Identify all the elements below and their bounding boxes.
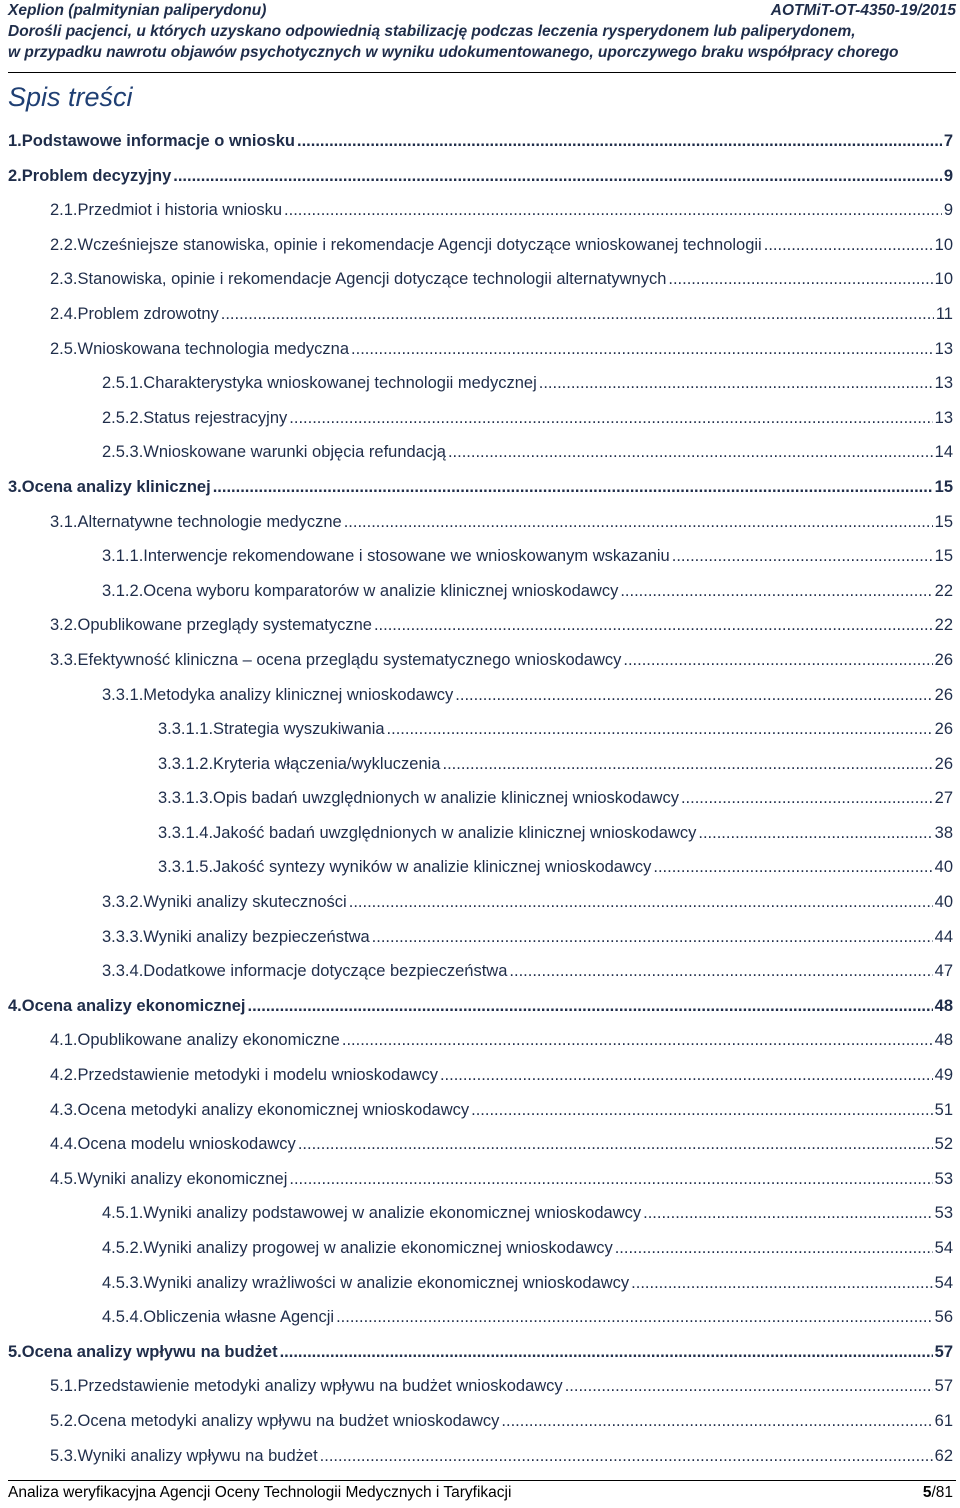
toc-entry-title: Dodatkowe informacje dotyczące bezpieczeństwa [143,962,508,981]
toc-entry[interactable] [8,297,953,332]
toc-entry-number: 2.4. [50,304,78,323]
toc-entry-number: 4.5. [50,1169,78,1188]
toc-entry[interactable] [8,1162,953,1197]
toc-dot-leader [297,124,942,159]
toc-entry[interactable] [8,539,953,574]
toc-entry-title: Metodyka analizy klinicznej wnioskodawcy [143,685,454,704]
toc-entry[interactable] [8,1058,953,1093]
toc-entry-number: 4.5.4. [102,1308,144,1327]
toc-entry-number: 3.3.1.2. [158,754,214,773]
toc-entry[interactable] [8,124,953,159]
toc-entry[interactable] [8,193,953,228]
toc-entry[interactable] [8,1127,953,1162]
toc-entry[interactable] [8,1439,953,1474]
toc-entry-title: Wnioskowana technologia medyczna [77,339,350,358]
toc-entry-title: Interwencje rekomendowane i stosowane we wnioskowanym wskazaniu [143,547,670,566]
toc-dot-leader [442,747,932,782]
toc-entry-title: Alternatywne technologie medyczne [77,512,342,531]
toc-entry-page: 15 [934,547,953,566]
toc-dot-leader [471,1093,933,1128]
toc-dot-leader [387,712,933,747]
toc-entry-title: Stanowiska, opinie i rekomendacje Agencji dotyczące technologii alternatywnych [77,270,667,289]
table-of-contents [8,124,953,1473]
toc-dot-leader [539,366,933,401]
toc-dot-leader [623,643,932,678]
toc-entry-number: 3.3.4. [102,962,144,981]
toc-entry-title: Efektywność kliniczna – ocena przeglądu systematycznego wnioskodawcy [77,650,622,669]
toc-entry-number: 3.2. [50,616,78,635]
toc-entry-page: 22 [934,616,953,635]
toc-entry-page: 56 [934,1308,953,1327]
toc-dot-leader [455,678,932,713]
toc-entry-title: Ocena metodyki analizy wpływu na budżet wnioskodawcy [77,1411,500,1430]
toc-entry-page: 48 [934,1031,953,1050]
toc-entry[interactable] [8,366,953,401]
toc-dot-leader [336,1300,933,1335]
toc-entry-page: 57 [934,1342,953,1361]
toc-entry-title: Kryteria włączenia/wykluczenia [213,754,441,773]
toc-entry-number: 3.1. [50,512,78,531]
header-drug-name: Xeplion (palmitynian paliperydonu) [8,2,267,19]
toc-entry-page: 7 [943,132,953,150]
toc-entry-number: 2. [8,166,22,185]
toc-entry-page: 47 [934,962,953,981]
toc-entry-number: 4.2. [50,1066,78,1085]
footer-agency-name: Analiza weryfikacyjna Agencji Oceny Technologii Medycznych i Taryfikacji [8,1484,512,1501]
toc-entry-title: Wcześniejsze stanowiska, opinie i rekomendacje Agencji dotyczące wnioskowanej technologii [77,235,762,254]
toc-entry-title: Wyniki analizy wpływu na budżet [77,1446,318,1465]
toc-dot-leader [344,505,933,540]
toc-entry[interactable] [8,1300,953,1335]
toc-entry[interactable] [8,850,953,885]
toc-dot-leader [173,159,942,194]
toc-dot-leader [501,1404,932,1439]
toc-entry[interactable] [8,1023,953,1058]
toc-entry-page: 51 [934,1100,953,1119]
toc-entry[interactable] [8,470,953,505]
toc-entry-number: 4.4. [50,1135,78,1154]
toc-dot-leader [668,262,932,297]
footer-divider [8,1480,956,1481]
toc-entry-title: Podstawowe informacje o wniosku [21,132,295,150]
toc-entry-number: 4.5.2. [102,1239,144,1257]
toc-entry[interactable] [8,1335,953,1370]
toc-entry-page: 49 [934,1066,953,1085]
toc-entry[interactable] [8,747,953,782]
toc-entry-title: Wnioskowane warunki objęcia refundacją [143,443,446,462]
toc-dot-leader [298,1127,933,1162]
toc-entry-page: 44 [934,927,953,946]
toc-entry-number: 3.3.1.5. [158,858,214,877]
toc-entry-title: Strategia wyszukiwania [213,720,385,739]
toc-entry-number: 5.3. [50,1446,78,1465]
toc-dot-leader [349,885,933,920]
toc-entry-number: 3. [8,477,22,496]
toc-entry-number: 4.5.1. [102,1204,144,1223]
toc-entry[interactable] [8,1093,953,1128]
toc-entry-number: 3.3. [50,650,78,669]
toc-dot-leader [372,920,933,955]
toc-entry-number: 3.3.3. [102,927,144,946]
toc-entry[interactable] [8,228,953,263]
toc-entry[interactable] [8,1266,953,1301]
toc-entry[interactable] [8,1196,953,1231]
toc-entry[interactable] [8,1404,953,1439]
toc-dot-leader [213,470,933,505]
toc-entry[interactable] [8,781,953,816]
toc-entry-title: Ocena analizy ekonomicznej [21,996,246,1015]
toc-heading: Spis treści [8,82,133,112]
toc-entry[interactable] [8,1369,953,1404]
toc-entry[interactable] [8,505,953,540]
toc-dot-leader [565,1369,933,1404]
toc-entry-page: 10 [934,235,953,254]
toc-entry-number: 3.1.2. [102,581,144,600]
toc-entry-title: Status rejestracyjny [143,408,288,427]
toc-entry-page: 40 [934,858,953,877]
toc-entry-page: 9 [943,166,953,185]
toc-entry-page: 52 [934,1135,953,1154]
toc-dot-leader [320,1439,933,1474]
footer-total-pages: /81 [931,1484,953,1501]
toc-dot-leader [289,401,932,436]
toc-entry-number: 5. [8,1342,22,1361]
toc-dot-leader [351,332,933,367]
toc-dot-leader [672,539,933,574]
toc-dot-leader [653,850,932,885]
toc-entry-page: 57 [934,1377,953,1396]
toc-entry-title: Obliczenia własne Agencji [143,1308,335,1327]
toc-entry-page: 48 [934,996,953,1015]
page-header [8,0,956,63]
toc-entry-number: 2.5.1. [102,374,144,393]
toc-entry-number: 4.3. [50,1100,78,1119]
toc-entry-page: 61 [934,1411,953,1430]
toc-entry[interactable] [8,954,953,989]
toc-entry-title: Wyniki analizy podstawowej w analizie ekonomicznej wnioskodawcy [143,1204,642,1223]
toc-dot-leader [615,1231,933,1266]
toc-entry[interactable] [8,989,953,1024]
footer-current-page: 5 [922,1484,932,1501]
toc-entry-title: Przedstawienie metodyki analizy wpływu na budżet wnioskodawcy [77,1377,563,1396]
toc-entry[interactable] [8,643,953,678]
header-indication-line-1: Dorośli pacjenci, u których uzyskano odpowiednią stabilizację podczas leczenia rysperydonem lub paliperydonem, [8,23,856,40]
toc-entry-number: 2.5.2. [102,408,144,427]
toc-entry-number: 5.2. [50,1411,78,1430]
toc-dot-leader [342,1023,933,1058]
toc-entry-title: Opis badań uwzględnionych w analizie klinicznej wnioskodawcy [213,789,679,808]
toc-entry-number: 2.2. [50,235,78,254]
toc-entry[interactable] [8,816,953,851]
toc-entry-page: 54 [934,1239,953,1257]
toc-entry[interactable] [8,401,953,436]
toc-entry-number: 2.3. [50,270,78,289]
toc-entry-title: Jakość syntezy wyników w analizie klinicznej wnioskodawcy [213,858,652,877]
toc-entry-number: 4.5.3. [102,1273,144,1292]
toc-entry-number: 2.5.3. [102,443,144,462]
toc-dot-leader [289,1162,932,1197]
toc-entry[interactable] [8,159,953,194]
toc-dot-leader [764,228,933,263]
toc-entry-page: 26 [934,650,953,669]
toc-entry-page: 10 [934,270,953,289]
toc-entry[interactable] [8,262,953,297]
toc-entry-number: 3.3.1. [102,685,144,704]
toc-entry-number: 3.3.2. [102,893,144,912]
toc-entry[interactable] [8,712,953,747]
toc-entry-number: 3.3.1.4. [158,823,214,842]
toc-entry-title: Ocena metodyki analizy ekonomicznej wnioskodawcy [77,1100,470,1119]
header-divider [8,72,956,73]
toc-entry-title: Charakterystyka wnioskowanej technologii medycznej [143,374,537,393]
toc-entry-title: Wyniki analizy progowej w analizie ekonomicznej wnioskodawcy [143,1239,613,1257]
header-report-code: AOTMiT-OT-4350-19/2015 [770,2,956,19]
toc-entry-title: Ocena modelu wnioskodawcy [77,1135,296,1154]
toc-dot-leader [620,574,932,609]
toc-entry-page: 13 [934,339,953,358]
toc-entry-title: Przedmiot i historia wniosku [77,201,283,220]
toc-entry-number: 4.1. [50,1031,78,1050]
toc-entry-title: Ocena analizy klinicznej [21,477,211,496]
toc-entry-page: 9 [943,201,953,220]
toc-entry[interactable] [8,608,953,643]
toc-dot-leader [643,1196,933,1231]
toc-dot-leader [448,435,933,470]
toc-entry-title: Wyniki analizy ekonomicznej [77,1169,288,1188]
toc-entry-title: Wyniki analizy skuteczności [143,893,347,912]
toc-entry-page: 53 [934,1169,953,1188]
toc-entry-page: 27 [934,789,953,808]
toc-dot-leader [374,608,933,643]
toc-entry-title: Opublikowane przeglądy systematyczne [77,616,372,635]
toc-entry-page: 26 [934,720,953,739]
toc-entry[interactable] [8,1231,953,1266]
toc-dot-leader [698,816,932,851]
toc-entry-title: Problem zdrowotny [77,304,219,323]
toc-entry-number: 4. [8,996,22,1015]
toc-entry-number: 3.1.1. [102,547,144,566]
toc-dot-leader [509,954,932,989]
toc-entry-page: 53 [934,1204,953,1223]
toc-dot-leader [681,781,933,816]
header-indication-line-2: w przypadku nawrotu objawów psychotycznych w wyniku udokumentowanego, uporczywego braku współpracy chorego [8,44,899,61]
toc-entry-title: Problem decyzyjny [21,166,172,185]
page-footer [8,1484,953,1502]
toc-entry[interactable] [8,885,953,920]
toc-entry-title: Przedstawienie metodyki i modelu wnioskodawcy [77,1066,438,1085]
toc-dot-leader [280,1335,933,1370]
toc-dot-leader [284,193,942,228]
toc-entry-page: 26 [934,754,953,773]
toc-entry-page: 15 [934,512,953,531]
toc-entry-title: Jakość badań uwzględnionych w analizie klinicznej wnioskodawcy [213,823,697,842]
toc-entry-page: 13 [934,374,953,393]
toc-entry-number: 1. [8,132,22,150]
footer-page-number [923,1484,953,1502]
toc-entry-number: 3.3.1.3. [158,789,214,808]
toc-entry-page: 26 [934,685,953,704]
toc-entry[interactable] [8,435,953,470]
toc-entry[interactable] [8,678,953,713]
toc-entry-title: Wyniki analizy wrażliwości w analizie ekonomicznej wnioskodawcy [143,1273,630,1292]
toc-entry-title: Opublikowane analizy ekonomiczne [77,1031,340,1050]
toc-entry-title: Ocena analizy wpływu na budżet [21,1342,278,1361]
toc-entry-number: 5.1. [50,1377,78,1396]
toc-entry-page: 15 [934,477,953,496]
toc-entry-number: 2.1. [50,201,78,220]
toc-entry-page: 11 [935,304,953,323]
toc-dot-leader [440,1058,933,1093]
toc-entry-title: Ocena wyboru komparatorów w analizie klinicznej wnioskodawcy [143,581,619,600]
toc-entry-page: 38 [934,823,953,842]
toc-entry[interactable] [8,920,953,955]
toc-entry-page: 22 [934,581,953,600]
toc-entry-page: 40 [934,893,953,912]
toc-entry-number: 2.5. [50,339,78,358]
toc-dot-leader [221,297,934,332]
toc-entry-page: 54 [934,1273,953,1292]
toc-entry-page: 13 [934,408,953,427]
toc-entry-title: Wyniki analizy bezpieczeństwa [143,927,370,946]
toc-dot-leader [631,1266,932,1301]
toc-entry-page: 14 [934,443,953,462]
toc-entry-number: 3.3.1.1. [158,720,214,739]
toc-entry-page: 62 [934,1446,953,1465]
toc-entry[interactable] [8,574,953,609]
toc-dot-leader [248,989,933,1024]
toc-entry[interactable] [8,332,953,367]
